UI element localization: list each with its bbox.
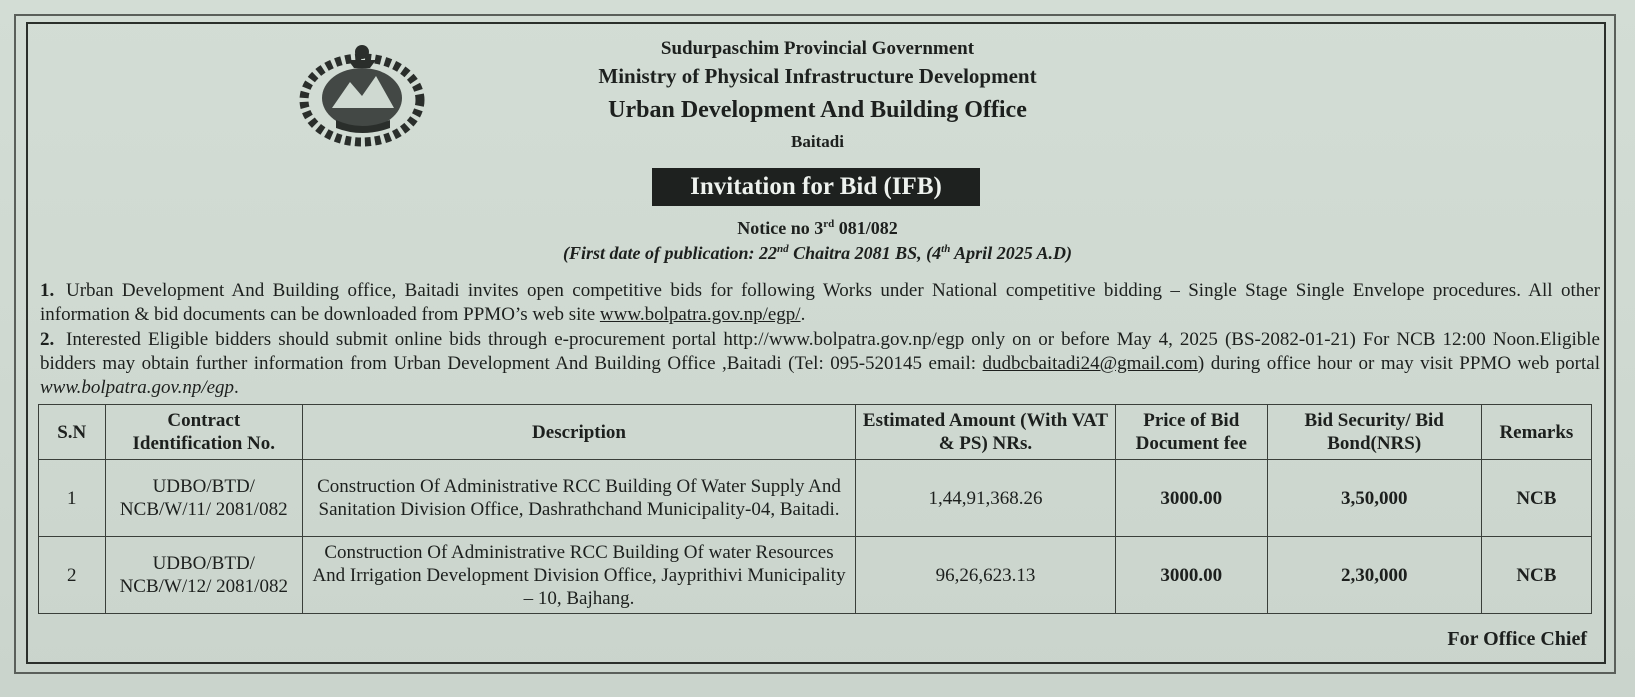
ppmo-portal-link[interactable]: www.bolpatra.gov.np/egp <box>40 377 235 398</box>
paragraph-2-text: Interested Eligible bidders should submit online bids through e-procurement portal http://www.bolpatra.gov.np/egp only on or before May 4, 2025 (BS-2082-01-21) For NCB 12:00 Noon.Eligible bidders may obtain further information from Urban Development And Building Office ,Baitadi (Tel: 095-520145 email: <box>40 329 1600 374</box>
paragraph-1: 1. Urban Development And Building office, Baitadi invites open competitive bids for following Works under National competitive bidding – Single Stage Single Envelope procedures. All other information & bid documents can be downloaded from PPMO’s web site www.bolpatra.gov.np/egp/. <box>40 280 1600 325</box>
cell-sn: 2 <box>39 537 106 614</box>
cell-estimated-amount: 96,26,623.13 <box>856 537 1116 614</box>
table-header-row <box>39 405 1592 460</box>
header-sn: S.N <box>39 405 106 460</box>
cell-remarks: NCB <box>1481 460 1591 537</box>
cell-contract-id: UDBO/BTD/ NCB/W/11/ 2081/082 <box>105 460 303 537</box>
header-description: Description <box>303 405 856 460</box>
header-estimated-amount: Estimated Amount (With VAT & PS) NRs. <box>856 405 1116 460</box>
cell-document-fee: 3000.00 <box>1115 460 1267 537</box>
paragraph-1-number: 1. <box>40 280 55 301</box>
notice-number: Notice no 3rd 081/082 <box>737 218 898 238</box>
header-contract-id: Contract Identification No. <box>105 405 303 460</box>
notice-title: Invitation for Bid (IFB) <box>652 168 980 206</box>
office-location: Baitadi <box>791 132 844 151</box>
header-document-fee: Price of Bid Document fee <box>1115 405 1267 460</box>
ministry-name: Ministry of Physical Infrastructure Development <box>598 64 1037 88</box>
cell-bid-security: 3,50,000 <box>1267 460 1481 537</box>
ppmo-website-link[interactable]: www.bolpatra.gov.np/egp/ <box>599 304 801 325</box>
cell-description: Construction Of Administrative RCC Building Of Water Supply And Sanitation Division Office, Dashrathchand Municipality-04, Baitadi. <box>303 460 856 537</box>
cell-remarks: NCB <box>1481 537 1591 614</box>
table-row <box>39 537 1592 614</box>
paragraph-2-number: 2. <box>40 329 55 350</box>
header-bid-security: Bid Security/ Bid Bond(NRS) <box>1267 405 1481 460</box>
bid-table <box>38 404 1592 614</box>
header-remarks: Remarks <box>1481 405 1591 460</box>
government-name: Sudurpaschim Provincial Government <box>660 38 975 59</box>
signoff: For Office Chief <box>1447 628 1587 650</box>
office-email-link[interactable]: dudbcbaitadi24@gmail.com <box>982 353 1198 374</box>
cell-contract-id: UDBO/BTD/ NCB/W/12/ 2081/082 <box>105 537 303 614</box>
cell-description: Construction Of Administrative RCC Building Of water Resources And Irrigation Development Division Office, Jayprithivi Municipality – 10, Bajhang. <box>303 537 856 614</box>
cell-document-fee: 3000.00 <box>1115 537 1267 614</box>
cell-bid-security: 2,30,000 <box>1267 537 1481 614</box>
cell-sn: 1 <box>39 460 106 537</box>
paragraph-2: 2. Interested Eligible bidders should submit online bids through e-procurement portal http://www.bolpatra.gov.np/egp only on or before May 4, 2025 (BS-2082-01-21) For NCB 12:00 Noon.Eligible bidders may obtain further information from Urban Development And Building Office ,Baitadi (Tel: 095-520145 email: dudbcbaitadi24@gmail.com) during office hour or may visit PPMO web portal www.bolpatra.gov.np/egp. <box>40 329 1600 398</box>
paragraph-1-text: Urban Development And Building office, Baitadi invites open competitive bids for following Works under National competitive bidding – Single Stage Single Envelope procedures. All other information & bid documents can be downloaded from PPMO’s web site <box>40 280 1600 325</box>
table-row <box>39 460 1592 537</box>
publication-date: (First date of publication: 22nd Chaitra 2081 BS, (4th April 2025 A.D) <box>562 243 1073 263</box>
cell-estimated-amount: 1,44,91,368.26 <box>856 460 1116 537</box>
office-name: Urban Development And Building Office <box>608 97 1027 123</box>
